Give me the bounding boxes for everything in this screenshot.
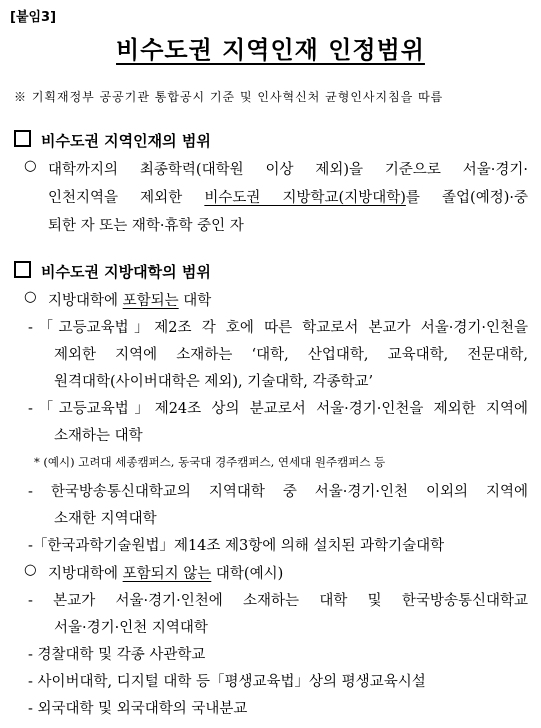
included-subheading: 지방대학에 포함되는 대학 (48, 293, 212, 309)
excluded-item-4: - 외국대학 및 외국대학의 국내분교 (28, 701, 248, 717)
excluded-item-1-line-1: - 본교가 서울·경기·인천에 소재하는 대학 및 한국방송통신대학교 (28, 593, 528, 609)
bullet-circle: ○ (24, 289, 37, 305)
attachment-tag: [붙임3] (10, 10, 57, 25)
excluded-item-3: - 사이버대학, 디지털 대학 등「평생교육법」상의 평생교육시설 (28, 674, 426, 690)
definition-line-2: 인천지역을 제외한 비수도권 지방학교(지방대학)를 졸업(예정)·중 (48, 190, 528, 206)
excluded-item-1-line-2: 서울·경기·인천 지역대학 (54, 620, 208, 636)
section-heading-local-university: 비수도권 지방대학의 범위 (14, 261, 211, 282)
local-school-underlined: 비수도권 지방학교(지방대학) (204, 190, 406, 206)
included-item-2-line-2: 소재하는 대학 (54, 428, 143, 444)
checkbox-square-icon (14, 130, 31, 147)
checkbox-square-icon (14, 261, 31, 278)
excluded-underlined: 포함되지 않는 (122, 566, 212, 582)
included-underlined: 포함되는 (122, 293, 179, 309)
definition-line-1: 대학까지의 최종학력(대학원 이상 제외)을 기준으로 서울·경기· (48, 162, 528, 178)
included-item-1-line-3: 원격대학(사이버대학은 제외), 기술대학, 각종학교’ (54, 374, 374, 390)
excluded-subheading: 지방대학에 포함되지 않는 대학(예시) (48, 566, 284, 582)
bullet-circle: ○ (24, 562, 37, 578)
bullet-circle: ○ (24, 158, 37, 174)
definition-line-3: 퇴한 자 또는 재학·휴학 중인 자 (48, 218, 244, 234)
included-item-1-line-2: 제외한 지역에 소재하는 ‘대학, 산업대학, 교육대학, 전문대학, (54, 347, 528, 363)
included-item-1-line-1: -「고등교육법」제2조 각 호에 따른 학교로서 본교가 서울·경기·인천을 (28, 320, 528, 336)
reference-note: ※ 기획재정부 공공기관 통합공시 기준 및 인사혁신처 균형인사지침을 따름 (14, 90, 444, 104)
included-item-3-line-2: 소재한 지역대학 (54, 511, 157, 527)
campus-example: * (예시) 고려대 세종캠퍼스, 동국대 경주캠퍼스, 연세대 원주캠퍼스 등 (34, 455, 386, 469)
included-item-2-line-1: -「고등교육법」제24조 상의 분교로서 서울·경기·인천을 제외한 지역에 (28, 401, 528, 417)
excluded-item-2: - 경찰대학 및 각종 사관학교 (28, 647, 206, 663)
section-heading-regional-talent: 비수도권 지역인재의 범위 (14, 130, 211, 151)
page-title: 비수도권 지역인재 인정범위 (116, 36, 425, 64)
included-item-3-line-1: - 한국방송통신대학교의 지역대학 중 서울·경기·인천 이외의 지역에 (28, 484, 528, 500)
included-item-4: -「한국과학기술원법」제14조 제3항에 의해 설치된 과학기술대학 (28, 538, 445, 554)
